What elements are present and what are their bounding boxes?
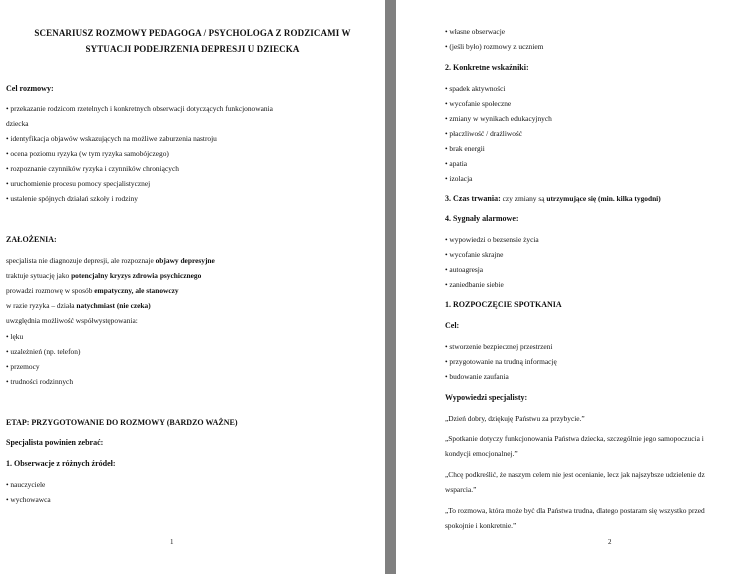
paragraph-line: w razie ryzyka – działa natychmiast (nie czeka) bbox=[6, 301, 151, 310]
subheading-czas: 3. Czas trwania: czy zmiany są utrzymujące się (min. kilka tygodni) bbox=[445, 194, 661, 203]
list-item: • budowanie zaufania bbox=[445, 372, 509, 381]
quote-line: „Chcę podkreślić, że naszym celem nie jest ocenianie, lecz jak najszybsze udzielenie dz bbox=[445, 470, 705, 479]
list-item: • ocena poziomu ryzyka (w tym ryzyka samobójczego) bbox=[6, 149, 169, 158]
section-heading-etap: ETAP: PRZYGOTOWANIE DO ROZMOWY (BARDZO WAŻNE) bbox=[6, 418, 238, 427]
subheading: Specjalista powinien zebrać: bbox=[6, 438, 104, 447]
section-heading-rozpoczecie: 1. ROZPOCZĘCIE SPOTKANIA bbox=[445, 300, 562, 309]
list-item: • nauczyciele bbox=[6, 480, 46, 489]
list-item: • brak energii bbox=[445, 144, 485, 153]
list-item: dziecka bbox=[6, 119, 29, 128]
list-item: • przygotowanie na trudną informację bbox=[445, 357, 557, 366]
quote-line: „Spotkanie dotyczy funkcjonowania Państwa dziecka, szczególnie jego samopoczucia i bbox=[445, 434, 704, 443]
paragraph-line: traktuje sytuację jako potencjalny kryzys zdrowia psychicznego bbox=[6, 271, 202, 280]
list-item: • przemocy bbox=[6, 362, 40, 371]
list-item: • apatia bbox=[445, 159, 468, 168]
quote-line: wsparcia.” bbox=[445, 485, 477, 494]
section-heading-zalozenia: ZAŁOŻENIA: bbox=[6, 235, 57, 244]
list-item: • spadek aktywności bbox=[445, 84, 506, 93]
document-title: SCENARIUSZ ROZMOWY PEDAGOGA / PSYCHOLOGA Z RODZICAMI W SYTUACJI PODEJRZENIA DEPRESJI U DZIECKA bbox=[34, 28, 351, 54]
subheading: 2. Konkretne wskaźniki: bbox=[445, 63, 529, 72]
subheading: Cel: bbox=[445, 321, 460, 330]
document-page-2 bbox=[396, 0, 750, 574]
list-item: • własne obserwacje bbox=[445, 27, 506, 36]
quote-line: spokojnie i konkretnie.” bbox=[445, 521, 517, 530]
list-item: • rozpoznanie czynników ryzyka i czynników chroniących bbox=[6, 164, 179, 173]
paragraph-line: specjalista nie diagnozuje depresji, ale rozpoznaje objawy depresyjne bbox=[6, 256, 215, 265]
list-item: • (jeśli było) rozmowy z uczniem bbox=[445, 42, 544, 51]
paragraph-line: prowadzi rozmowę w sposób empatyczny, ale stanowczy bbox=[6, 286, 179, 295]
list-item: • zaniedbanie siebie bbox=[445, 280, 504, 289]
list-item: • izolacja bbox=[445, 174, 473, 183]
quote-line: kondycji emocjonalnej.” bbox=[445, 449, 518, 458]
list-item: • stworzenie bezpiecznej przestrzeni bbox=[445, 342, 553, 351]
subheading: 4. Sygnały alarmowe: bbox=[445, 214, 519, 223]
section-heading-cel: Cel rozmowy: bbox=[6, 84, 54, 93]
page-number: 1 bbox=[170, 538, 174, 546]
list-item: • uruchomienie procesu pomocy specjalistycznej bbox=[6, 179, 151, 188]
list-item: • wypowiedzi o bezsensie życia bbox=[445, 235, 539, 244]
list-item: • identyfikacja objawów wskazujących na możliwe zaburzenia nastroju bbox=[6, 134, 217, 143]
list-item: • autoagresja bbox=[445, 265, 484, 274]
list-item: • wycofanie społeczne bbox=[445, 99, 512, 108]
list-item: • przekazanie rodzicom rzetelnych i konkretnych obserwacji dotyczących funkcjonowania bbox=[6, 104, 273, 113]
list-item: • ustalenie spójnych działań szkoły i rodziny bbox=[6, 194, 138, 203]
list-item: • lęku bbox=[6, 332, 24, 341]
list-item: • płaczliwość / drażliwość bbox=[445, 129, 523, 138]
subheading: 1. Obserwacje z różnych źródeł: bbox=[6, 459, 116, 468]
list-item: • uzależnień (np. telefon) bbox=[6, 347, 81, 356]
list-item: • wychowawca bbox=[6, 495, 51, 504]
quote-line: „Dzień dobry, dziękuję Państwu za przybycie.” bbox=[445, 414, 585, 423]
list-item: • wycofanie skrajne bbox=[445, 250, 504, 259]
paragraph-line: uwzględnia możliwość współwystępowania: bbox=[6, 316, 138, 325]
page-number: 2 bbox=[608, 538, 612, 546]
quote-line: „To rozmowa, która może być dla Państwa trudna, dlatego postaram się wszystko przed bbox=[445, 506, 705, 515]
list-item: • trudności rodzinnych bbox=[6, 377, 74, 386]
list-item: • zmiany w wynikach edukacyjnych bbox=[445, 114, 552, 123]
subheading: Wypowiedzi specjalisty: bbox=[445, 393, 528, 402]
